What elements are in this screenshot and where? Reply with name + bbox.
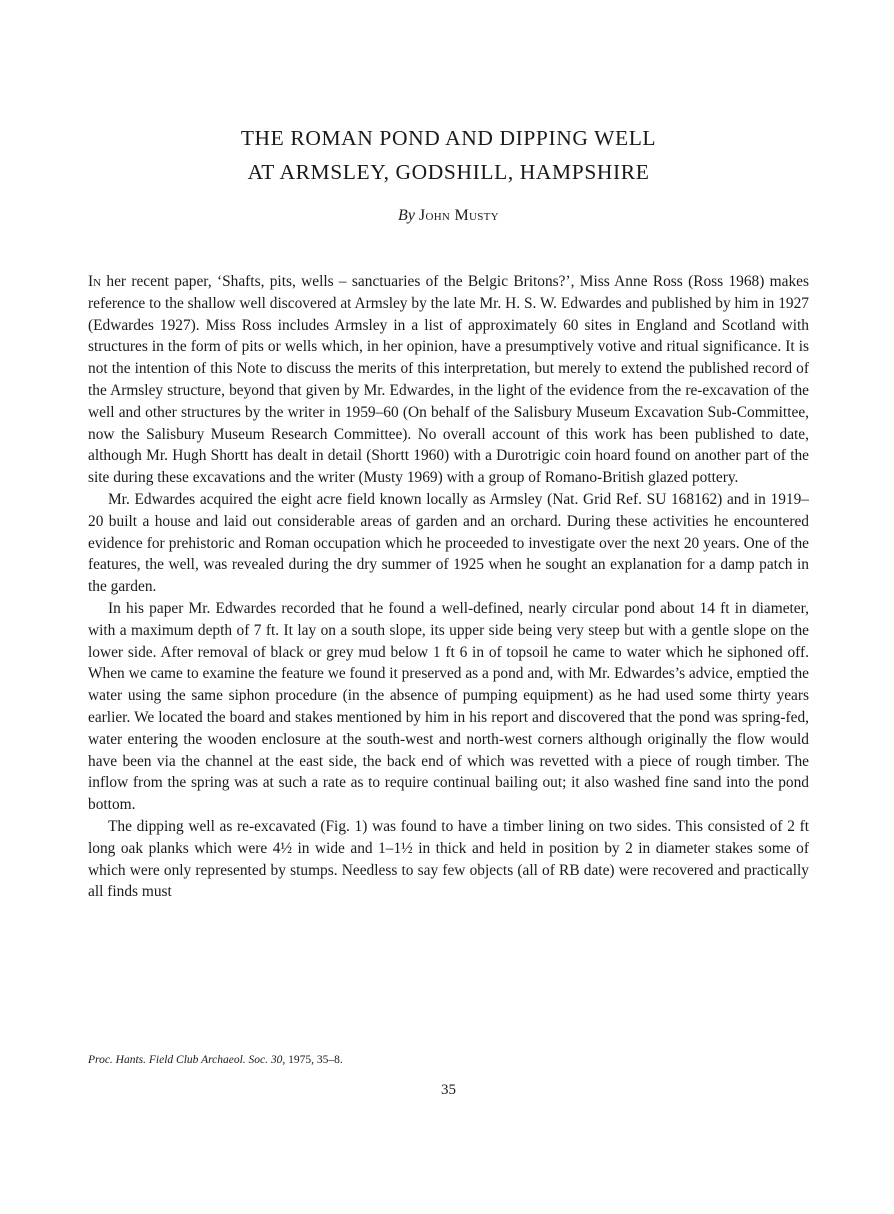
journal-year-pages: 1975, 35–8. (285, 1054, 343, 1066)
byline (88, 207, 809, 225)
paragraph-2: Mr. Edwardes acquired the eight acre field known locally as Armsley (Nat. Grid Ref. SU 168162) and in 1919–20 built a house and laid out considerable areas of garden and an orchard. During these activities he encountered evidence for prehistoric and Roman occupation which he proceeded to investigate over the next 20 years. One of the features, the well, was revealed during the dry summer of 1925 when he sought an explanation for a damp patch in the garden. (88, 490, 809, 596)
byline-prefix: By (398, 207, 415, 224)
paragraph-3: In his paper Mr. Edwardes recorded that he found a well-defined, nearly circular pond about 14 ft in diameter, with a maximum depth of 7 ft. It lay on a south slope, its upper side being very steep but with a gentle slope on the lower side. After removal of black or grey mud below 1 ft 6 in of topsoil he came to water which he siphoned off. When we came to examine the feature we found it preserved as a pond and, with Mr. Edwardes’s advice, emptied the water using the same siphon procedure (in the absence of pumping equipment) as he had used some thirty years earlier. We located the board and stakes mentioned by him in his report and discovered that the pond was spring-fed, water entering the wooden enclosure at the south-west and north-west corners although originally the flow would have been via the channel at the east side, the back end of which was revetted with a piece of rough timber. The inflow from the spring was at such a rate as to require continual bailing out; it also washed fine sand into the pond bottom. (88, 599, 809, 814)
page-number: 35 (441, 1082, 456, 1098)
paragraph-4: The dipping well as re-excavated (Fig. 1) was found to have a timber lining on two sides. This consisted of 2 ft long oak planks which were 4½ in wide and 1–1½ in thick and held in position by 2 in diameter stakes some of which were only represented by stumps. Needless to say few objects (all of RB date) were recovered and practically all finds must (88, 817, 809, 901)
title-line-1: THE ROMAN POND AND DIPPING WELL (240, 126, 657, 150)
journal-name: Proc. Hants. Field Club Archaeol. Soc. (88, 1054, 269, 1066)
journal-citation-footnote (88, 1054, 343, 1066)
author-name: John Musty (418, 207, 499, 224)
paragraph-1-text: her recent paper, ‘Shafts, pits, wells – sanctuaries of the Belgic Britons?’, Miss Anne Ross (Ross 1968) makes reference to the shallow well discovered at Armsley by the late Mr. H. S. W. Edwardes and published by him in 1927 (Edwardes 1927). Miss Ross includes Armsley in a list of approximately 60 sites in England and Scotland with structures in the form of pits or wells which, in her opinion, have a presumptively votive and ritual significance. It is not the intention of this Note to discuss the merits of this interpretation, but merely to extend the published record of the Armsley structure, beyond that given by Mr. Edwardes, in the light of the evidence from the re-excavation of the well and other structures by the writer in 1959–60 (On behalf of the Salisbury Museum Excavation Sub-Committee, now the Salisbury Museum Research Committee). No overall account of this work has been published to date, although Mr. Hugh Shortt has dealt in detail (Shortt 1960) with a Durotrigic coin hoard found on another part of the site during these excavations and the writer (Musty 1969) with a group of Romano-British glazed pottery. (88, 273, 809, 487)
journal-volume: 30, (270, 1054, 286, 1066)
article-body (88, 271, 809, 903)
title-line-2: AT ARMSLEY, GODSHILL, HAMPSHIRE (247, 160, 650, 184)
article-title (88, 121, 809, 189)
article-page (88, 0, 809, 1214)
paragraph-1 (88, 271, 809, 489)
paragraph-lead-word: In (88, 273, 102, 290)
